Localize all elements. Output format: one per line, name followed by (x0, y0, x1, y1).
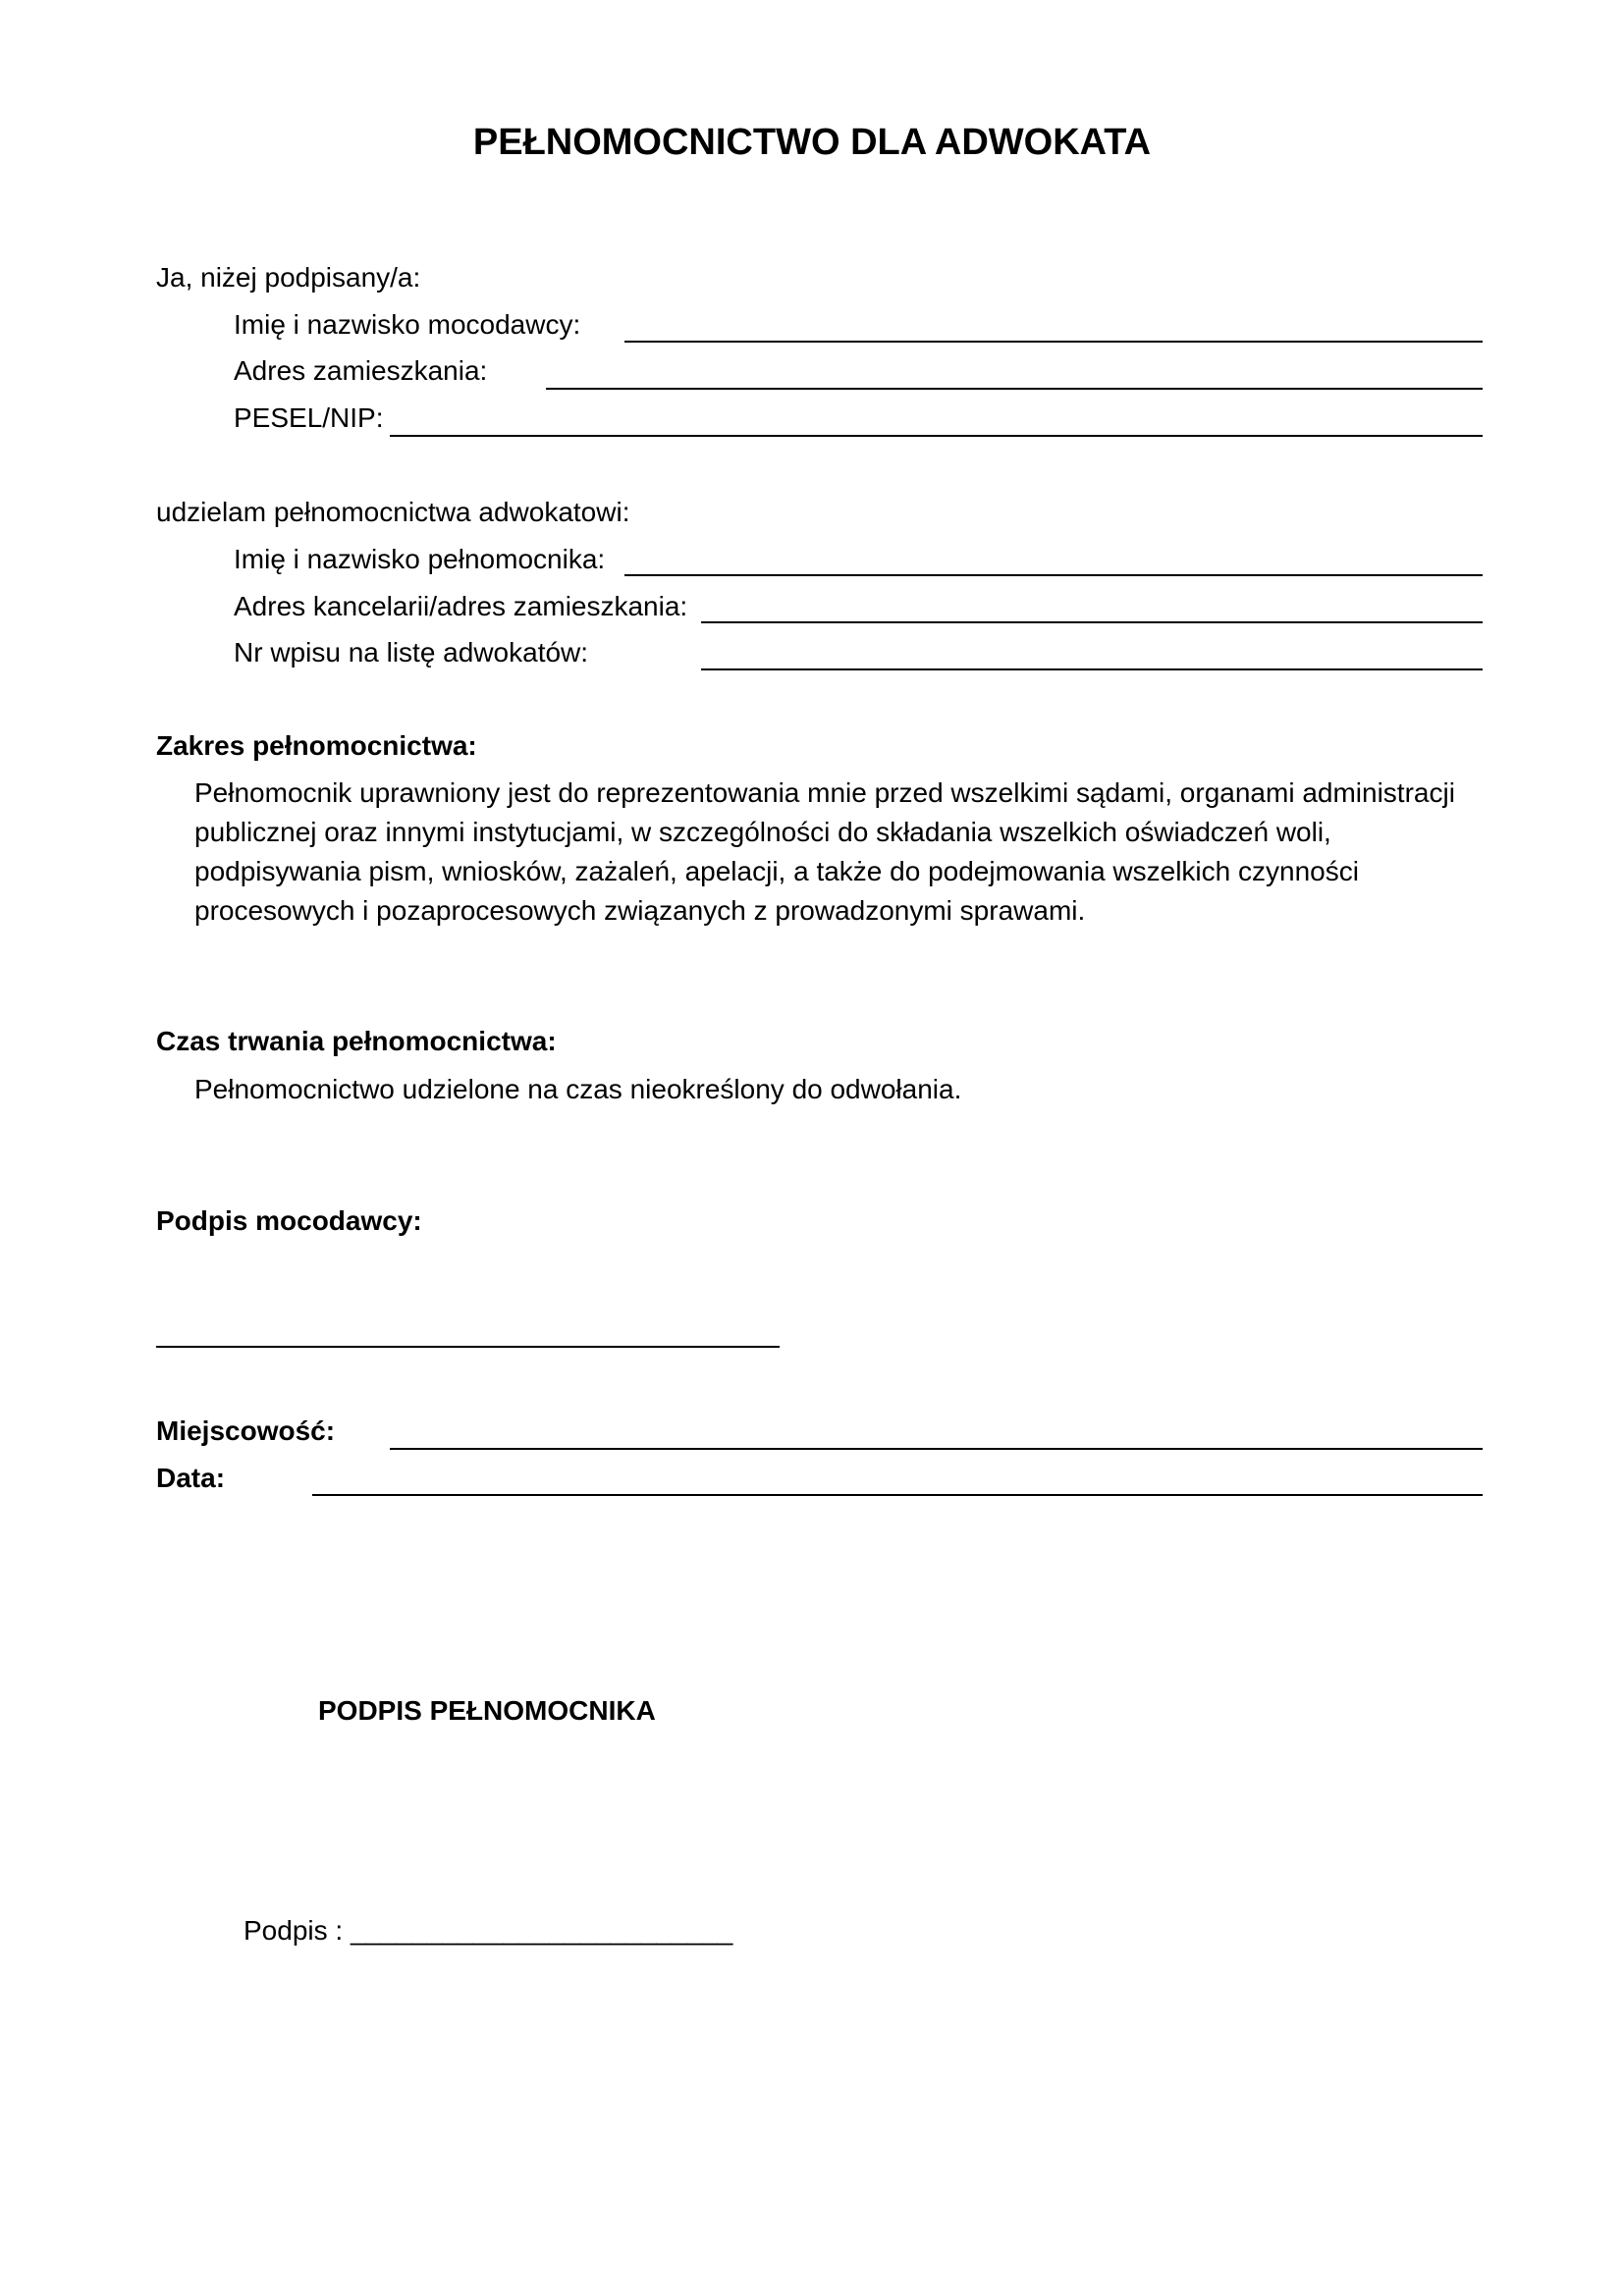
attorney-intro: udzielam pełnomocnictwa adwokatowi: (156, 497, 630, 527)
attorney-address-label: Adres kancelarii/adres zamieszkania: (234, 591, 688, 621)
attorney-signature-row[interactable] (244, 1914, 732, 1948)
principal-intro: Ja, niżej podpisany/a: (156, 262, 421, 293)
principal-name-field[interactable] (624, 341, 1483, 343)
principal-signature-line[interactable] (156, 1346, 780, 1348)
date-label: Data: (156, 1463, 226, 1493)
attorney-signature-heading: PODPIS PEŁNOMOCNIKA (318, 1695, 656, 1726)
attorney-name-label: Imię i nazwisko pełnomocnika: (234, 544, 606, 574)
scope-line: podpisywania pism, wniosków, zażaleń, apelacji, a także do podejmowania wszelkich czynności (194, 856, 1359, 886)
principal-signature-heading: Podpis mocodawcy: (156, 1205, 422, 1236)
scope-line: Pełnomocnik uprawniony jest do reprezentowania mnie przed wszelkimi sądami, organami administracji (194, 777, 1455, 808)
principal-address-field[interactable] (546, 388, 1483, 390)
principal-pesel-label: PESEL/NIP: (234, 402, 384, 433)
attorney-address-field[interactable] (701, 621, 1483, 623)
scope-line: procesowych i pozaprocesowych związanych z prowadzonymi sprawami. (194, 895, 1086, 926)
principal-name-label: Imię i nazwisko mocodawcy: (234, 309, 581, 340)
scope-paragraph (194, 774, 1490, 931)
attorney-signature-blank: _________________________ (350, 1915, 733, 1946)
date-field[interactable] (312, 1494, 1483, 1496)
attorney-registry-label: Nr wpisu na listę adwokatów: (234, 637, 589, 667)
principal-address-label: Adres zamieszkania: (234, 355, 488, 386)
attorney-name-field[interactable] (624, 574, 1483, 576)
place-label: Miejscowość: (156, 1415, 336, 1446)
place-field[interactable] (390, 1448, 1483, 1450)
document-title: PEŁNOMOCNICTWO DLA ADWOKATA (472, 122, 1152, 163)
attorney-registry-field[interactable] (701, 668, 1483, 670)
scope-line: publicznej oraz innymi instytucjami, w szczególności do składania wszelkich oświadczeń woli, (194, 817, 1331, 847)
scope-heading: Zakres pełnomocnictwa: (156, 730, 477, 761)
duration-text: Pełnomocnictwo udzielone na czas nieokreślony do odwołania. (194, 1074, 962, 1104)
principal-pesel-field[interactable] (390, 435, 1483, 437)
attorney-signature-label: Podpis : (244, 1915, 351, 1946)
duration-heading: Czas trwania pełnomocnictwa: (156, 1026, 557, 1056)
